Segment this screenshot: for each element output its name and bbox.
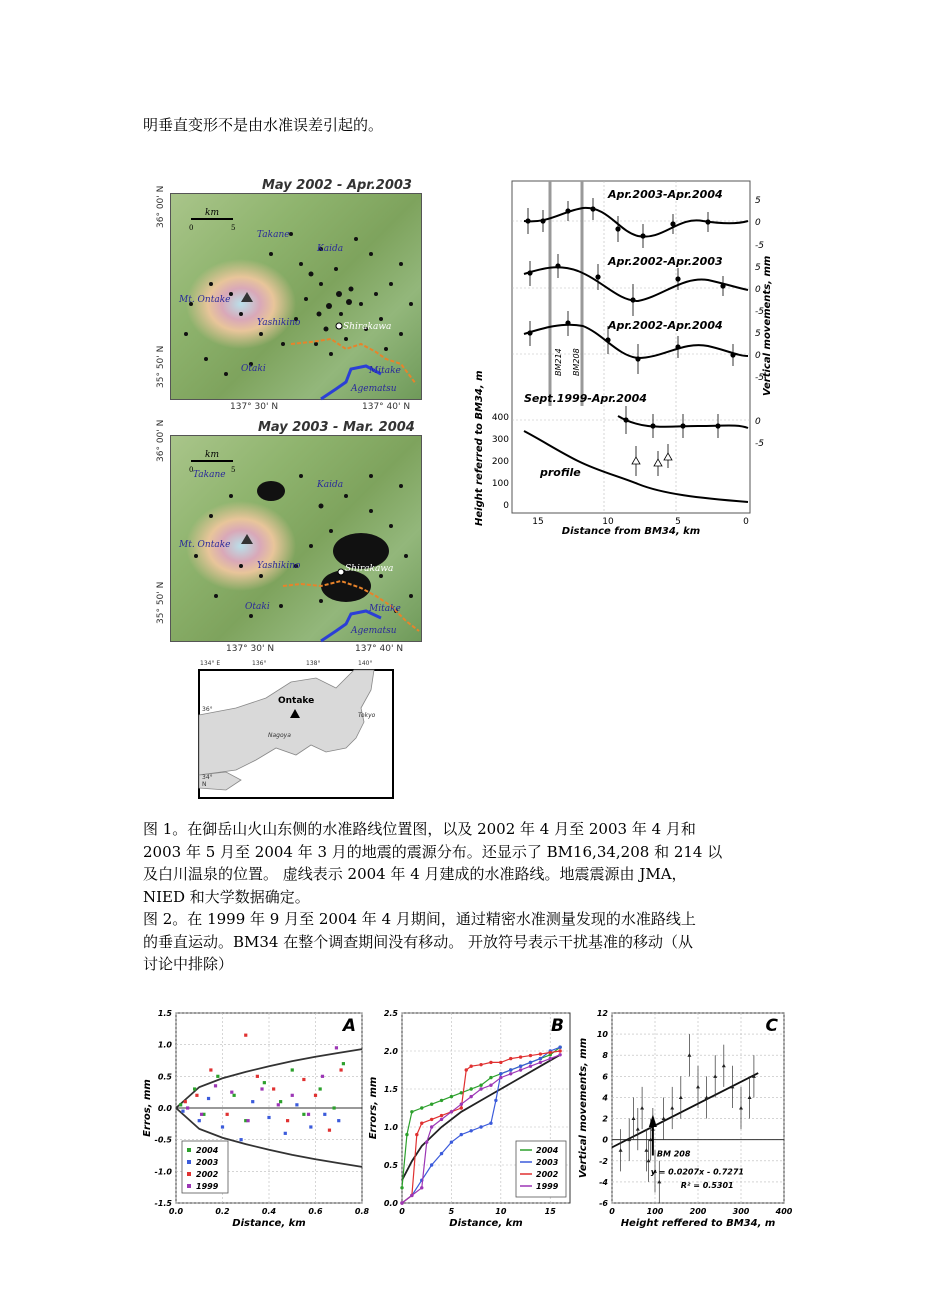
- map1-label-shirakawa: Shirakawa: [343, 322, 392, 332]
- chart-a-y-tick-1: 1.0: [157, 1040, 172, 1050]
- map2-scale-label: km: [205, 450, 219, 460]
- chart-b-point-2002-14: [519, 1055, 522, 1058]
- figure2-right-tick-d2: 0: [755, 417, 761, 427]
- chart-a-y-tick-5: -1.0: [154, 1167, 172, 1177]
- chart-b-errors-vs-distance: [368, 1005, 578, 1235]
- chart-a-point-2002-4: [244, 1034, 247, 1037]
- chart-b-y-tick-4: 0.5: [383, 1161, 398, 1170]
- chart-b-x-tick-0: 0: [399, 1207, 405, 1216]
- caption-line-2: 2003 年 5 月至 2004 年 3 月的地震的震源分布。还显示了 BM16,34,208 和 214 以: [143, 842, 723, 861]
- chart-a-point-2002-11: [339, 1068, 342, 1071]
- chart-b-point-1999-5: [440, 1118, 443, 1121]
- caption-line-7: 讨论中排除）: [143, 955, 234, 973]
- map1-label-mitake: Mitake: [369, 366, 401, 376]
- chart-b-point-1999-2: [420, 1186, 423, 1189]
- chart-c-y-tick-3: 6: [602, 1072, 608, 1082]
- chart-b-point-2004-10: [489, 1076, 492, 1079]
- chart-b-point-2003-3: [430, 1163, 433, 1166]
- chart-a-point-1999-8: [307, 1113, 310, 1116]
- map1-seismicity-map: [170, 193, 422, 400]
- chart-b-point-1999-14: [529, 1065, 532, 1068]
- chart-c-y-tick-5: 2: [602, 1114, 608, 1124]
- chart-a-point-2002-5: [256, 1075, 259, 1078]
- chart-b-point-2002-8: [465, 1068, 468, 1071]
- chart-b-point-2003-10: [494, 1099, 497, 1102]
- chart-b-point-1999-1: [410, 1194, 413, 1197]
- chart-a-point-2003-6: [267, 1116, 270, 1119]
- caption-line-1: 图 1。在御岳山火山东侧的水准路线位置图，以及 2002 年 4 月至 2003 年 4 月和: [143, 820, 696, 838]
- chart-a-legend-label-2002: 2002: [196, 1170, 219, 1179]
- chart-c-r-squared: R² = 0.5301: [680, 1181, 734, 1191]
- figure2-profile-label: profile: [540, 466, 581, 479]
- figure2-bm208-label: BM208: [572, 348, 581, 376]
- inset-lon-tick-2: 136°: [252, 660, 267, 667]
- caption-line-5: 图 2。在 1999 年 9 月至 2004 年 4 月期间，通过精密水准测量发现的水准路线上: [143, 910, 696, 928]
- chart-a-x-tick-1: 0.2: [215, 1207, 230, 1216]
- chart-c-fit-equation: y = 0.0207x - 0.7271: [650, 1167, 744, 1177]
- chart-a-point-2002-10: [328, 1129, 331, 1132]
- chart-a-y-tick-4: -0.5: [154, 1135, 172, 1145]
- chart-b-point-2004-3: [420, 1106, 423, 1109]
- chart-b-x-tick-3: 15: [544, 1207, 556, 1216]
- inset-lat-tick-1: 36°: [202, 706, 213, 713]
- chart-b-y-tick-5: 0.0: [383, 1199, 398, 1208]
- chart-b-point-2004-1: [405, 1133, 408, 1136]
- chart-a-point-1999-7: [291, 1094, 294, 1097]
- top-paragraph-line: 明垂直变形不是由水准误差引起的。: [143, 116, 384, 134]
- chart-b-point-1999-4: [430, 1125, 433, 1128]
- chart-a-point-1999-4: [246, 1119, 249, 1122]
- inset-map-svg: [196, 660, 396, 800]
- chart-a-point-2002-8: [302, 1078, 305, 1081]
- chart-a-point-2004-6: [263, 1081, 266, 1084]
- chart-c-x-tick-3: 300: [732, 1207, 750, 1216]
- figure2-left-tick-300: 300: [491, 435, 509, 445]
- map1-lat-tick-2: 35° 50' N: [156, 345, 166, 388]
- figure2-x-tick-15: 15: [532, 517, 544, 527]
- inset-lon-tick-4: 140°: [358, 660, 373, 667]
- figure2-x-tick-0: 0: [743, 517, 749, 527]
- chart-b-point-1999-15: [539, 1061, 542, 1064]
- chart-b-y-tick-2: 1.5: [383, 1085, 398, 1094]
- chart-b-point-1999-12: [509, 1072, 512, 1075]
- chart-a-point-2004-4: [233, 1094, 236, 1097]
- figure2-right-tick-b3: -5: [755, 307, 764, 317]
- map1-shirakawa-marker: [336, 323, 342, 329]
- chart-b-point-1999-17: [558, 1053, 561, 1056]
- chart-c-x-tick-1: 100: [646, 1207, 664, 1216]
- chart-b-y-axis-label: Errors, mm: [368, 1076, 379, 1140]
- figure2-right-tick-b2: 0: [755, 285, 761, 295]
- chart-b-point-2002-2: [415, 1133, 418, 1136]
- chart-a-point-1999-0: [186, 1106, 189, 1109]
- inset-lat-tick-2: 34° N: [202, 774, 213, 788]
- map2-seismicity-map: [170, 435, 422, 642]
- chart-a-y-tick-3: 0.0: [157, 1104, 172, 1113]
- chart-a-point-2003-4: [240, 1138, 243, 1141]
- chart-c-x-tick-4: 400: [775, 1207, 793, 1216]
- chart-a-legend-swatch-2003: [187, 1160, 191, 1164]
- chart-a-x-tick-4: 0.8: [354, 1207, 370, 1216]
- chart-b-point-2002-3: [420, 1122, 423, 1125]
- chart-a-x-tick-0: 0.0: [168, 1207, 184, 1216]
- figure2-right-tick-d3: -5: [755, 439, 764, 449]
- inset-map: [196, 660, 396, 800]
- chart-a-y-tick-0: 1.5: [157, 1009, 172, 1018]
- chart-c-y-tick-2: 8: [602, 1051, 608, 1061]
- chart-b-y-tick-3: 1.0: [383, 1123, 398, 1132]
- chart-a-x-tick-2: 0.4: [261, 1207, 277, 1216]
- chart-a-legend-swatch-2002: [187, 1172, 191, 1176]
- chart-c-y-tick-4: 4: [602, 1093, 608, 1103]
- figure2-left-axis-label: Height referred to BM34, m: [474, 370, 485, 526]
- chart-a-legend-swatch-2004: [187, 1148, 191, 1152]
- figure2-series-title-3: Apr.2002-Apr.2004: [608, 319, 723, 332]
- map2-label-agematsu: Agematsu: [351, 626, 397, 636]
- chart-a-point-2002-6: [272, 1087, 275, 1090]
- map2-label-shirakawa: Shirakawa: [345, 564, 394, 574]
- chart-c-y-tick-7: -2: [599, 1156, 608, 1166]
- map1-label-yashikino: Yashikino: [257, 318, 301, 328]
- figure2-x-axis-label: Distance from BM34, km: [561, 526, 701, 537]
- chart-a-x-tick-3: 0.6: [308, 1207, 323, 1216]
- chart-b-y-tick-1: 2.0: [383, 1047, 398, 1056]
- map2-title: May 2003 - Mar. 2004: [258, 420, 415, 435]
- chart-b-point-1999-13: [519, 1068, 522, 1071]
- chart-a-point-1999-5: [260, 1087, 263, 1090]
- chart-a-errors-vs-distance: [140, 1005, 370, 1235]
- map2-shirakawa-marker: [338, 569, 344, 575]
- chart-b-point-1999-6: [450, 1110, 453, 1113]
- map2-label-otaki: Otaki: [245, 602, 270, 612]
- chart-b-point-1999-11: [499, 1076, 502, 1079]
- chart-b-point-2004-5: [440, 1099, 443, 1102]
- map1-scale-tick-0: 0: [189, 224, 194, 232]
- caption-line-4: NIED 和大学数据确定。: [143, 887, 310, 906]
- chart-b-legend-label-1999: 1999: [536, 1182, 559, 1191]
- chart-a-point-1999-9: [321, 1075, 324, 1078]
- figure2-left-tick-100: 100: [491, 479, 509, 489]
- caption-line-3: 及白川温泉的位置。 虚线表示 2004 年 4 月建成的水准路线。地震震源由 JMA，: [143, 865, 687, 883]
- chart-b-point-2002-11: [489, 1061, 492, 1064]
- chart-a-point-1999-6: [277, 1103, 280, 1106]
- chart-b-point-2002-10: [479, 1063, 482, 1066]
- chart-b-legend-label-2004: 2004: [536, 1146, 559, 1155]
- chart-a-point-2003-3: [221, 1125, 224, 1128]
- chart-b-point-2003-17: [558, 1046, 561, 1049]
- map1-lat-tick-1: 36° 00' N: [156, 185, 166, 228]
- figure2-bm214-label: BM214: [554, 348, 563, 376]
- chart-b-point-2002-16: [539, 1052, 542, 1055]
- figure2-right-tick-a3: -5: [755, 241, 764, 251]
- chart-a-point-2004-0: [179, 1103, 182, 1106]
- chart-a-y-axis-label: Erros, mm: [142, 1079, 153, 1137]
- chart-b-point-2004-8: [469, 1087, 472, 1090]
- figure2-right-tick-c3: -5: [755, 373, 764, 383]
- caption-line-6: 的垂直运动。BM34 在整个调查期间没有移动。 开放符号表示干扰基准的移动（从: [143, 932, 694, 951]
- chart-c-panel-label: C: [765, 1016, 778, 1036]
- chart-a-point-2003-11: [337, 1119, 340, 1122]
- chart-b-point-2003-7: [469, 1129, 472, 1132]
- map2-lat-tick-2: 35° 50' N: [156, 581, 166, 624]
- chart-b-point-2002-4: [430, 1118, 433, 1121]
- chart-a-point-2004-12: [342, 1062, 345, 1065]
- chart-a-legend-swatch-1999: [187, 1184, 191, 1188]
- map1-volcano-icon: [241, 292, 253, 302]
- chart-b-point-1999-7: [460, 1103, 463, 1106]
- chart-a-point-2004-10: [319, 1087, 322, 1090]
- chart-c-y-tick-1: 10: [596, 1030, 608, 1040]
- map2-label-kaida: Kaida: [317, 480, 344, 490]
- map1-scale-label: km: [205, 208, 219, 218]
- chart-a-point-2002-0: [184, 1100, 187, 1103]
- chart-c-x-tick-2: 200: [689, 1207, 707, 1216]
- figure2-right-tick-c2: 0: [755, 351, 761, 361]
- chart-a-legend-label-1999: 1999: [196, 1182, 219, 1191]
- chart-b-point-1999-10: [489, 1084, 492, 1087]
- figure2-right-tick-b1: 5: [755, 263, 761, 273]
- chart-a-point-2004-11: [333, 1106, 336, 1109]
- chart-b-point-2003-4: [440, 1152, 443, 1155]
- figure2-svg: [468, 176, 774, 536]
- chart-b-point-1999-0: [400, 1201, 403, 1204]
- inset-label-nagoya: Nagoya: [268, 732, 291, 739]
- figure2-x-tick-10: 10: [602, 517, 614, 527]
- figure2-left-tick-200: 200: [491, 457, 509, 467]
- chart-b-point-2003-8: [479, 1125, 482, 1128]
- figure2-right-axis-label: Vertical movements, mm: [762, 255, 773, 396]
- figure2-x-tick-5: 5: [675, 517, 681, 527]
- chart-b-legend-label-2002: 2002: [536, 1170, 559, 1179]
- inset-label-ontake: Ontake: [278, 696, 315, 706]
- map1-label-otaki: Otaki: [241, 364, 266, 374]
- chart-a-point-1999-2: [214, 1084, 217, 1087]
- chart-a-y-tick-6: -1.5: [154, 1199, 172, 1208]
- chart-b-point-1999-8: [469, 1095, 472, 1098]
- map1-label-kaida: Kaida: [317, 244, 344, 254]
- chart-b-point-2002-5: [440, 1114, 443, 1117]
- figure2-right-tick-a1: 5: [755, 196, 761, 206]
- map1-label-agematsu: Agematsu: [351, 384, 397, 394]
- chart-b-y-tick-0: 2.5: [383, 1009, 398, 1018]
- chart-a-point-2004-1: [193, 1087, 196, 1090]
- chart-c-x-axis-label: Height reffered to BM34, m: [620, 1218, 776, 1229]
- chart-b-point-2002-7: [460, 1106, 463, 1109]
- chart-a-point-2004-9: [302, 1113, 305, 1116]
- chart-b-point-2003-9: [489, 1122, 492, 1125]
- chart-b-point-2004-7: [460, 1091, 463, 1094]
- chart-b-point-2004-4: [430, 1103, 433, 1106]
- chart-b-legend-label-2003: 2003: [536, 1158, 559, 1167]
- chart-b-point-2002-18: [558, 1049, 561, 1052]
- chart-a-point-2003-0: [181, 1110, 184, 1113]
- map2-lat-tick-1: 36° 00' N: [156, 419, 166, 462]
- inset-label-tokyo: Tokyo: [358, 712, 376, 719]
- chart-a-point-2002-1: [195, 1094, 198, 1097]
- chart-b-point-2003-14: [529, 1061, 532, 1064]
- chart-c-y-tick-8: -4: [599, 1177, 608, 1187]
- chart-b-point-2002-17: [549, 1051, 552, 1054]
- chart-c-x-tick-0: 0: [609, 1207, 615, 1216]
- chart-b-point-2002-13: [509, 1057, 512, 1060]
- chart-c-y-tick-6: 0: [602, 1135, 608, 1145]
- map1-title: May 2002 - Apr.2003: [262, 178, 412, 193]
- figure2-series-title-1: Apr.2003-Apr.2004: [608, 188, 723, 201]
- figure2-series-title-2: Apr.2002-Apr.2003: [608, 255, 723, 268]
- chart-a-point-2004-3: [216, 1075, 219, 1078]
- chart-a-point-2002-2: [209, 1068, 212, 1071]
- map2-label-mitake: Mitake: [369, 604, 401, 614]
- chart-b-point-1999-9: [479, 1087, 482, 1090]
- chart-a-point-2003-7: [284, 1132, 287, 1135]
- map2-lon-tick-1: 137° 30' N: [226, 644, 275, 654]
- chart-b-point-2003-12: [509, 1068, 512, 1071]
- map2-scale-tick-0: 0: [189, 466, 194, 474]
- map2-lon-tick-2: 137° 40' N: [355, 644, 404, 654]
- chart-a-point-2002-9: [314, 1094, 317, 1097]
- map1-label-ontake: Mt. Ontake: [179, 295, 231, 305]
- map2-label-ontake: Mt. Ontake: [179, 540, 231, 550]
- figure2-left-tick-0: 0: [503, 501, 509, 511]
- map2-volcano-icon: [241, 534, 253, 544]
- chart-a-point-2002-7: [286, 1119, 289, 1122]
- figure2-right-tick-c1: 5: [755, 329, 761, 339]
- chart-a-point-2004-7: [279, 1100, 282, 1103]
- chart-c-y-axis-label: Vertical movements, mm: [578, 1037, 589, 1179]
- chart-b-point-2003-6: [460, 1133, 463, 1136]
- chart-b-x-tick-2: 10: [495, 1207, 507, 1216]
- chart-b-point-1999-16: [549, 1057, 552, 1060]
- map2-scale-tick-5: 5: [231, 466, 236, 474]
- inset-lon-tick-1: 134° E: [200, 660, 221, 667]
- chart-b-point-2003-15: [539, 1057, 542, 1060]
- chart-b-point-1999-3: [425, 1141, 428, 1144]
- figure2-vertical-movements: [468, 176, 774, 536]
- chart-a-point-1999-1: [200, 1113, 203, 1116]
- chart-b-point-2004-9: [479, 1084, 482, 1087]
- chart-a-point-1999-10: [335, 1046, 338, 1049]
- chart-a-point-2002-3: [226, 1113, 229, 1116]
- figure-captions: [143, 818, 803, 976]
- chart-b-x-tick-1: 5: [448, 1207, 455, 1216]
- chart-c-y-tick-9: -6: [599, 1199, 608, 1208]
- chart-a-x-axis-label: Distance, km: [232, 1218, 306, 1229]
- chart-a-panel-label: A: [342, 1016, 356, 1036]
- chart-a-legend-label-2004: 2004: [196, 1146, 219, 1155]
- chart-c-y-tick-0: 12: [596, 1009, 608, 1018]
- chart-b-panel-label: B: [551, 1016, 564, 1036]
- chart-a-legend-label-2003: 2003: [196, 1158, 219, 1167]
- chart-b-point-2002-12: [499, 1061, 502, 1064]
- chart-a-point-2003-9: [309, 1125, 312, 1128]
- map1-scale-tick-5: 5: [231, 224, 236, 232]
- map1-label-takane: Takane: [257, 230, 290, 240]
- chart-b-point-2003-5: [450, 1141, 453, 1144]
- chart-b-point-2004-6: [450, 1095, 453, 1098]
- chart-b-point-2002-15: [529, 1054, 532, 1057]
- chart-a-point-2003-1: [198, 1119, 201, 1122]
- chart-a-point-2003-8: [295, 1103, 298, 1106]
- chart-c-vertical-vs-height: [578, 1005, 794, 1235]
- map1-lon-tick-2: 137° 40' N: [362, 402, 411, 412]
- chart-a-point-2003-10: [323, 1113, 326, 1116]
- chart-b-x-axis-label: Distance, km: [449, 1218, 523, 1229]
- map2-label-takane: Takane: [193, 470, 226, 480]
- chart-a-point-2003-5: [251, 1100, 254, 1103]
- chart-b-point-2004-0: [400, 1186, 403, 1189]
- chart-a-point-1999-3: [230, 1091, 233, 1094]
- chart-a-point-2004-8: [291, 1068, 294, 1071]
- figure2-series-title-4: Sept.1999-Apr.2004: [524, 392, 647, 405]
- chart-c-bm208-label: BM 208: [656, 1149, 691, 1159]
- chart-b-point-2002-9: [469, 1065, 472, 1068]
- map2-label-yashikino: Yashikino: [257, 561, 301, 571]
- map1-lon-tick-1: 137° 30' N: [230, 402, 279, 412]
- chart-b-point-2003-11: [499, 1072, 502, 1075]
- chart-b-point-2003-13: [519, 1065, 522, 1068]
- chart-a-y-tick-2: 0.5: [157, 1072, 172, 1082]
- figure2-right-tick-a2: 0: [755, 218, 761, 228]
- map1-leveling-route: [291, 339, 416, 384]
- chart-a-point-2003-2: [207, 1097, 210, 1100]
- chart-b-point-2004-2: [410, 1110, 413, 1113]
- figure2-left-tick-400: 400: [491, 413, 509, 423]
- inset-lon-tick-3: 138°: [306, 660, 321, 667]
